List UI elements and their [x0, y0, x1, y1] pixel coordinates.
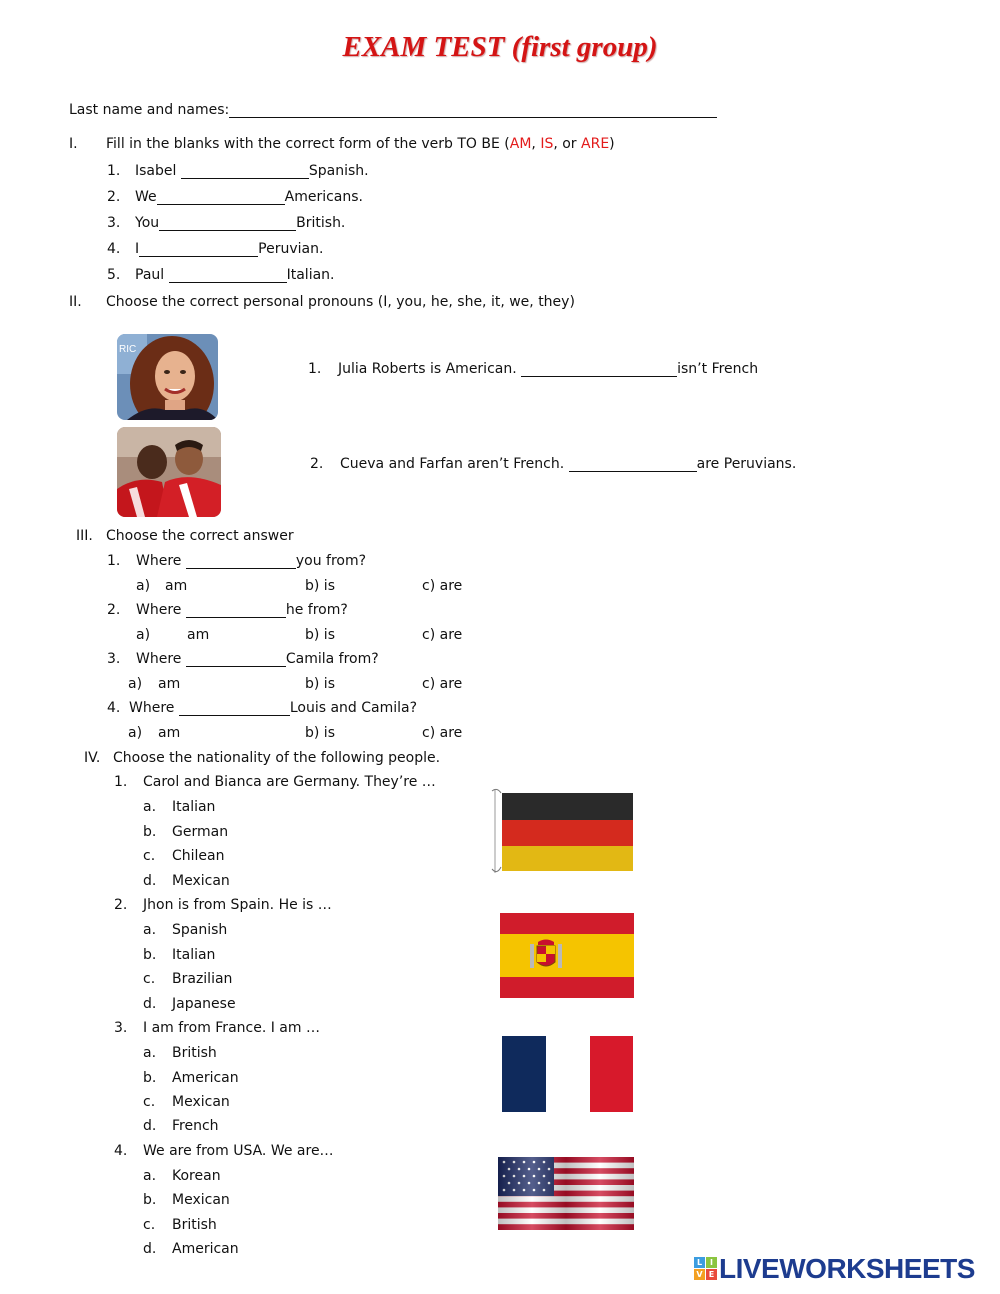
- s1-item: [135, 162, 369, 180]
- am-highlight: AM: [509, 136, 532, 152]
- s3-item: [136, 552, 366, 570]
- name-label: Last name and names:: [69, 102, 230, 118]
- s3-item-num: 2.: [107, 602, 121, 618]
- s1-item-num: 3.: [107, 215, 121, 231]
- s4-option-letter[interactable]: c.: [143, 1094, 156, 1110]
- s2-item-before: Julia Roberts is American.: [338, 361, 522, 377]
- section3-roman: III.: [76, 528, 93, 544]
- s1-item-before: I: [135, 241, 140, 257]
- s3-item: [136, 601, 348, 619]
- s1-item-before: Isabel: [135, 163, 181, 179]
- usa-flag: [498, 1157, 634, 1230]
- option-a-text[interactable]: am: [165, 578, 188, 594]
- option-a-label[interactable]: a): [128, 725, 143, 741]
- separator: , or: [553, 136, 582, 152]
- s4-question-text: Jhon is from Spain. He is …: [143, 897, 332, 913]
- logo-letter-tile: I: [706, 1257, 717, 1268]
- s4-option[interactable]: Mexican: [172, 1094, 230, 1110]
- s2-answer-input[interactable]: [569, 457, 697, 472]
- germany-flag: [491, 787, 634, 875]
- s4-option[interactable]: Japanese: [172, 996, 236, 1012]
- section3-heading: Choose the correct answer: [106, 528, 294, 544]
- s3-item-before: Where: [136, 553, 186, 569]
- option-a-text[interactable]: am: [158, 676, 181, 692]
- s4-option-letter[interactable]: a.: [143, 1045, 157, 1061]
- s4-option[interactable]: Italian: [172, 799, 216, 815]
- s2-item-after: isn’t French: [677, 361, 759, 377]
- page-title: EXAM TEST (first group): [342, 31, 658, 63]
- option-a-label[interactable]: a): [136, 578, 151, 594]
- section2-roman: II.: [69, 294, 82, 310]
- s4-option-letter[interactable]: c.: [143, 971, 156, 987]
- s1-item-before: Paul: [135, 267, 169, 283]
- are-highlight: ARE: [581, 136, 610, 152]
- option-c[interactable]: c) are: [422, 578, 463, 594]
- s1-item-num: 1.: [107, 163, 121, 179]
- option-c[interactable]: c) are: [422, 676, 463, 692]
- s1-item-after: British.: [296, 215, 346, 231]
- liveworksheets-logo-text[interactable]: LIVEWORKSHEETS: [719, 1253, 975, 1284]
- s3-item-before: Where: [136, 602, 186, 618]
- s4-option[interactable]: British: [172, 1217, 217, 1233]
- s1-item-before: You: [135, 215, 160, 231]
- option-c[interactable]: c) are: [422, 725, 463, 741]
- s4-option-letter[interactable]: b.: [143, 1192, 157, 1208]
- s3-item-after: Louis and Camila?: [289, 700, 418, 716]
- option-b[interactable]: b) is: [305, 725, 335, 741]
- s2-answer-input[interactable]: [521, 362, 677, 377]
- s4-option-letter[interactable]: d.: [143, 873, 157, 889]
- separator: ): [609, 136, 615, 152]
- section1-roman: I.: [69, 136, 78, 152]
- s4-question-num: 2.: [114, 897, 128, 913]
- s4-option-letter[interactable]: d.: [143, 996, 157, 1012]
- s4-option-letter[interactable]: d.: [143, 1118, 157, 1134]
- s4-option[interactable]: French: [172, 1118, 219, 1134]
- option-b[interactable]: b) is: [305, 627, 335, 643]
- s4-option[interactable]: Mexican: [172, 1192, 230, 1208]
- s4-option[interactable]: Brazilian: [172, 971, 233, 987]
- s1-item-after: Spanish.: [308, 163, 369, 179]
- s4-option[interactable]: Italian: [172, 947, 216, 963]
- s3-item-num: 1.: [107, 553, 121, 569]
- s3-answer-input[interactable]: [186, 554, 296, 569]
- option-a-text[interactable]: am: [158, 725, 181, 741]
- s2-item: [338, 360, 758, 378]
- option-b[interactable]: b) is: [305, 676, 335, 692]
- s4-option-letter[interactable]: c.: [143, 1217, 156, 1233]
- s4-question-text: We are from USA. We are…: [143, 1143, 334, 1159]
- name-row: [69, 101, 717, 119]
- s4-option[interactable]: British: [172, 1045, 217, 1061]
- s4-option-letter[interactable]: b.: [143, 824, 157, 840]
- s3-answer-input[interactable]: [186, 603, 286, 618]
- spain-flag: [500, 913, 634, 998]
- s2-item-after: are Peruvians.: [696, 456, 797, 472]
- s3-item-before: Where: [136, 651, 186, 667]
- s1-item: [135, 214, 345, 232]
- s4-option[interactable]: American: [172, 1070, 239, 1086]
- svg-text:RIC: RIC: [119, 344, 137, 355]
- s1-item-after: Italian.: [286, 267, 335, 283]
- s1-item-num: 5.: [107, 267, 121, 283]
- option-c[interactable]: c) are: [422, 627, 463, 643]
- s4-option[interactable]: American: [172, 1241, 239, 1257]
- s3-item: [129, 699, 417, 717]
- s3-item-num: 3.: [107, 651, 121, 667]
- s2-item: [340, 455, 796, 473]
- option-a-label[interactable]: a): [136, 627, 151, 643]
- is-highlight: IS: [540, 136, 554, 152]
- s1-item-num: 2.: [107, 189, 121, 205]
- s4-question-num: 3.: [114, 1020, 128, 1036]
- s4-option[interactable]: Chilean: [172, 848, 225, 864]
- s4-option-letter[interactable]: a.: [143, 799, 157, 815]
- s4-option-letter[interactable]: a.: [143, 1168, 157, 1184]
- s1-item: [135, 240, 323, 258]
- s3-item-num: 4.: [107, 700, 121, 716]
- s1-answer-input[interactable]: [157, 190, 285, 205]
- s1-answer-input[interactable]: [181, 164, 309, 179]
- s2-item-before: Cueva and Farfan aren’t French.: [340, 456, 569, 472]
- option-a-text[interactable]: am: [187, 627, 210, 643]
- s1-item: [135, 188, 363, 206]
- s4-option-letter[interactable]: b.: [143, 1070, 157, 1086]
- s3-answer-input[interactable]: [186, 652, 286, 667]
- section2-heading: Choose the correct personal pronouns (I, you, he, she, it, we, they): [106, 294, 575, 310]
- s1-item-num: 4.: [107, 241, 121, 257]
- s1-answer-input[interactable]: [139, 242, 258, 257]
- s1-answer-input[interactable]: [169, 268, 287, 283]
- logo-letter-tile: L: [694, 1257, 705, 1268]
- s4-question-num: 4.: [114, 1143, 128, 1159]
- s3-item-after: you from?: [295, 553, 367, 569]
- s4-option[interactable]: Mexican: [172, 873, 230, 889]
- s3-answer-input[interactable]: [179, 701, 290, 716]
- julia-roberts-photo: [117, 334, 218, 420]
- name-input[interactable]: [229, 103, 717, 118]
- separator: ,: [531, 136, 541, 152]
- s3-item-after: Camila from?: [285, 651, 379, 667]
- s1-item-after: Americans.: [284, 189, 364, 205]
- option-b[interactable]: b) is: [305, 578, 335, 594]
- s4-option[interactable]: Spanish: [172, 922, 228, 938]
- s4-question-text: I am from France. I am …: [143, 1020, 320, 1036]
- s4-option[interactable]: Korean: [172, 1168, 221, 1184]
- s1-answer-input[interactable]: [159, 216, 296, 231]
- france-flag: [502, 1036, 633, 1112]
- s1-item: [135, 266, 335, 284]
- s3-item: [136, 650, 379, 668]
- s2-item-num: 1.: [308, 361, 322, 377]
- s1-item-after: Peruvian.: [258, 241, 324, 257]
- option-a-label[interactable]: a): [128, 676, 143, 692]
- s4-option-letter[interactable]: b.: [143, 947, 157, 963]
- section4-roman: IV.: [84, 750, 101, 766]
- s2-item-num: 2.: [310, 456, 324, 472]
- liveworksheets-logo-icon: [694, 1257, 718, 1281]
- logo-letter-tile: E: [706, 1269, 717, 1280]
- s3-item-after: he from?: [285, 602, 348, 618]
- section4-heading: Choose the nationality of the following people.: [113, 750, 441, 766]
- football-players-photo: [117, 427, 221, 517]
- s3-item-before: Where: [129, 700, 179, 716]
- s4-question-text: Carol and Bianca are Germany. They’re …: [143, 774, 436, 790]
- s4-option-letter[interactable]: a.: [143, 922, 157, 938]
- section1-heading-text: Fill in the blanks with the correct form of the verb TO BE (: [106, 136, 510, 152]
- s4-option[interactable]: German: [172, 824, 229, 840]
- s4-option-letter[interactable]: d.: [143, 1241, 157, 1257]
- s4-option-letter[interactable]: c.: [143, 848, 156, 864]
- section1-heading: [106, 135, 615, 153]
- s4-question-num: 1.: [114, 774, 128, 790]
- logo-letter-tile: V: [694, 1269, 705, 1280]
- s1-item-before: We: [135, 189, 157, 205]
